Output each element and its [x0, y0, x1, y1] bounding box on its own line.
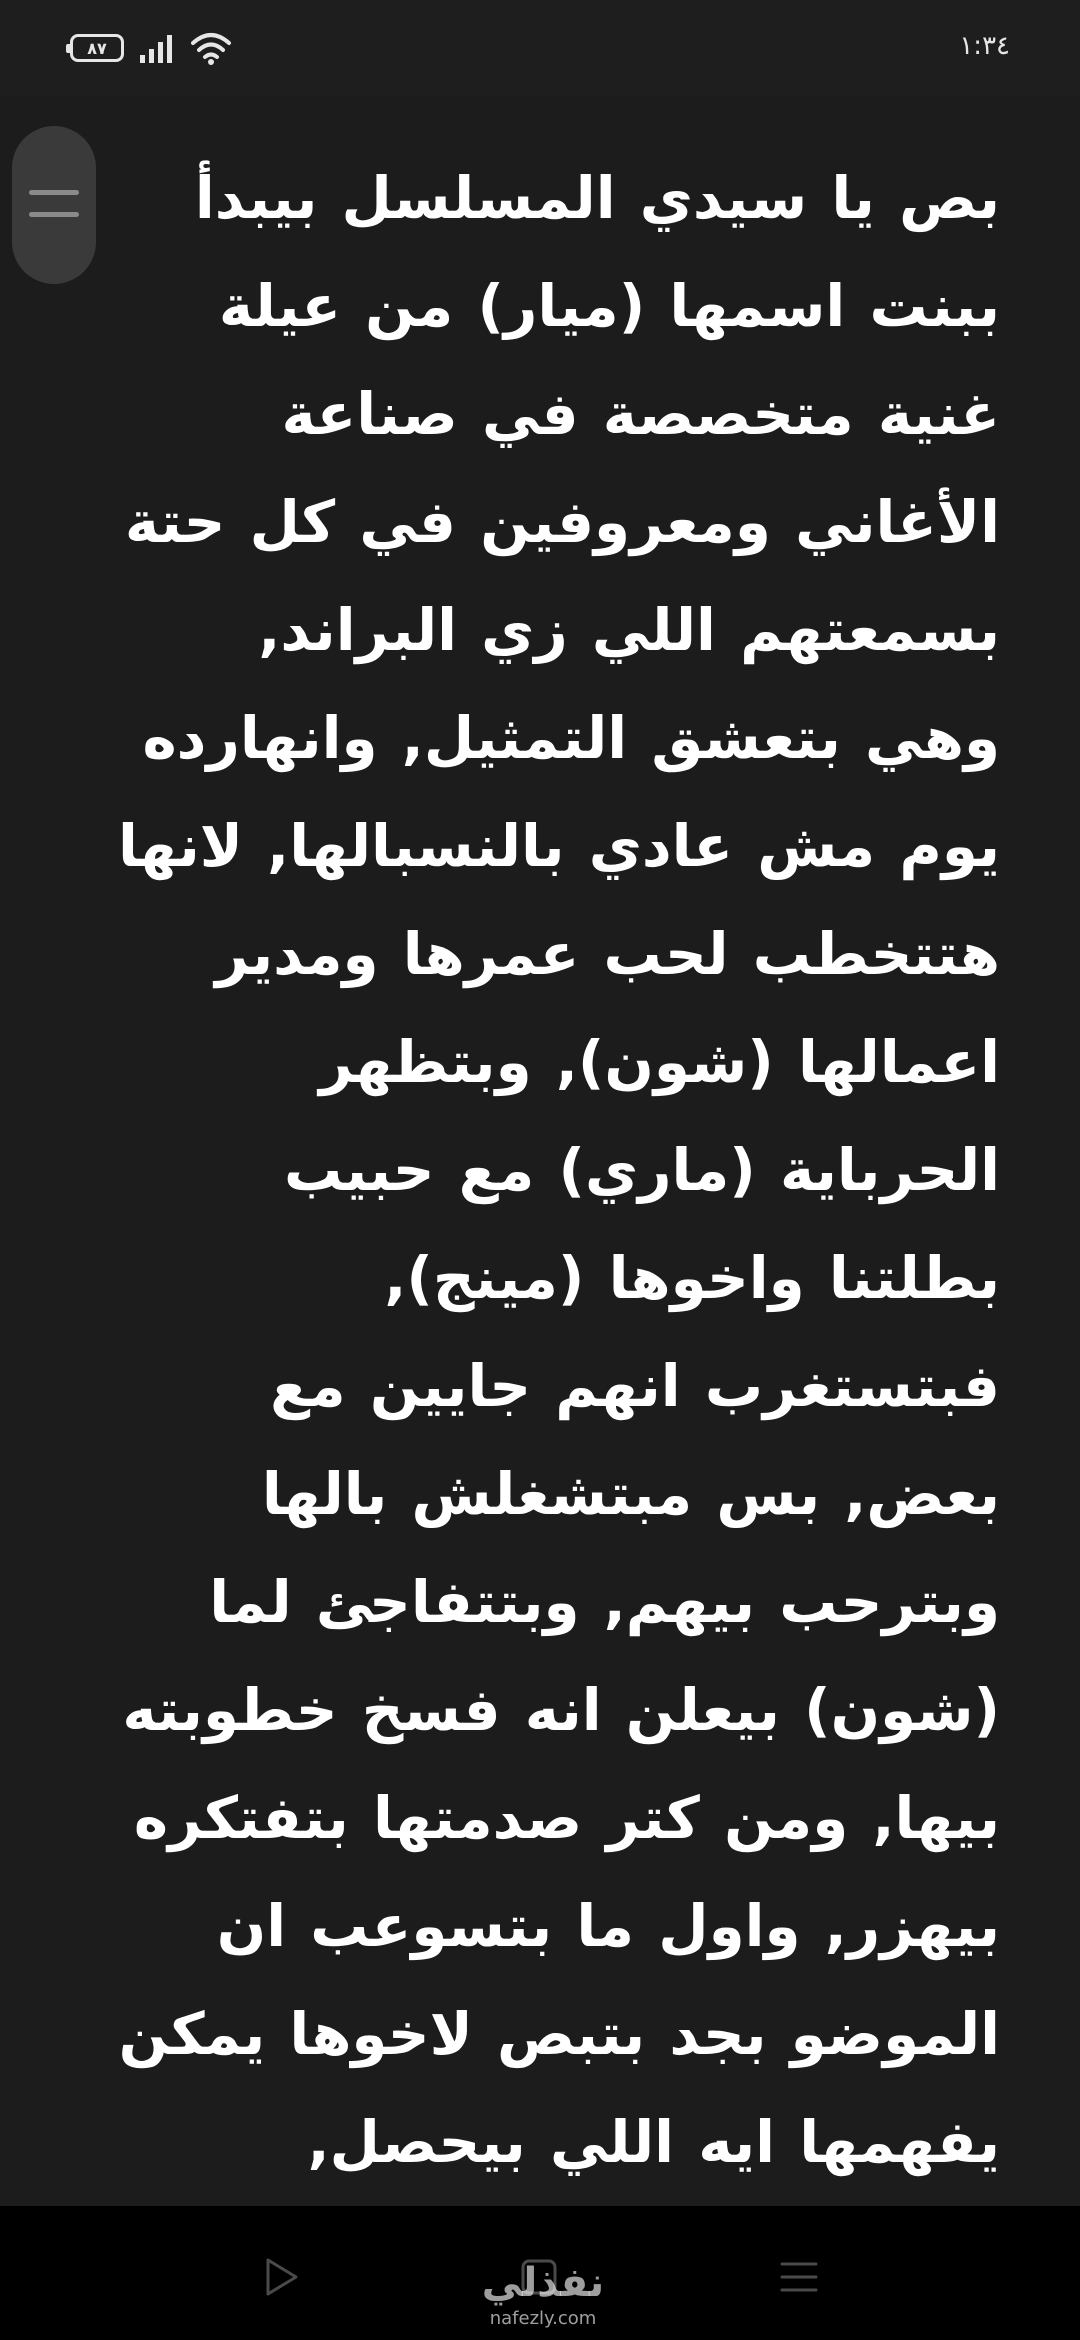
watermark [468, 2258, 618, 2330]
menu-handle-icon[interactable] [12, 126, 96, 284]
status-icons [70, 30, 232, 66]
battery-level: ٨٧ [87, 38, 107, 58]
signal-icon [138, 33, 176, 63]
story-text: بص يا سيدي المسلسل بيبدأ ببنت اسمها (ميار) من عيلة غنية متخصصة في صناعة الأغاني ومعروفين في كل حتة بسمعتهم اللي زي البراند, وهي بتعشق التمثيل, وانهارده يوم مش عادي بالنسبالها, لانها هتتخطب لحب عمرها ومدير اعمالها (شون), وبتظهر الحرباية (ماري) مع حبيب بطلتنا واخوها (مينج), فبتستغرب انهم جايين مع بعض, بس مبتشغلش بالها وبترحب بيهم, وبتتفاجئ لما (شون) بيعلن انه فسخ خطوبته بيها, ومن كتر صدمتها بتفتكره بيهزر, واول ما بتسوعب ان الموضو بجد بتبص لاخوها يمكن يفهمها ايه اللي بيحصل, [117, 164, 1000, 2176]
battery-icon [70, 34, 124, 62]
navigation-bar [0, 2206, 1080, 2340]
story-reader[interactable] [0, 96, 1080, 2206]
play-triangle-icon[interactable] [258, 2254, 304, 2300]
watermark-url: nafezly.com [489, 2308, 597, 2329]
watermark-logo: نفذلي [481, 2260, 605, 2306]
menu-lines-icon[interactable] [776, 2254, 822, 2300]
status-clock: ١:٣٤ [959, 31, 1010, 61]
wifi-icon [190, 31, 232, 65]
status-bar [0, 0, 1080, 96]
